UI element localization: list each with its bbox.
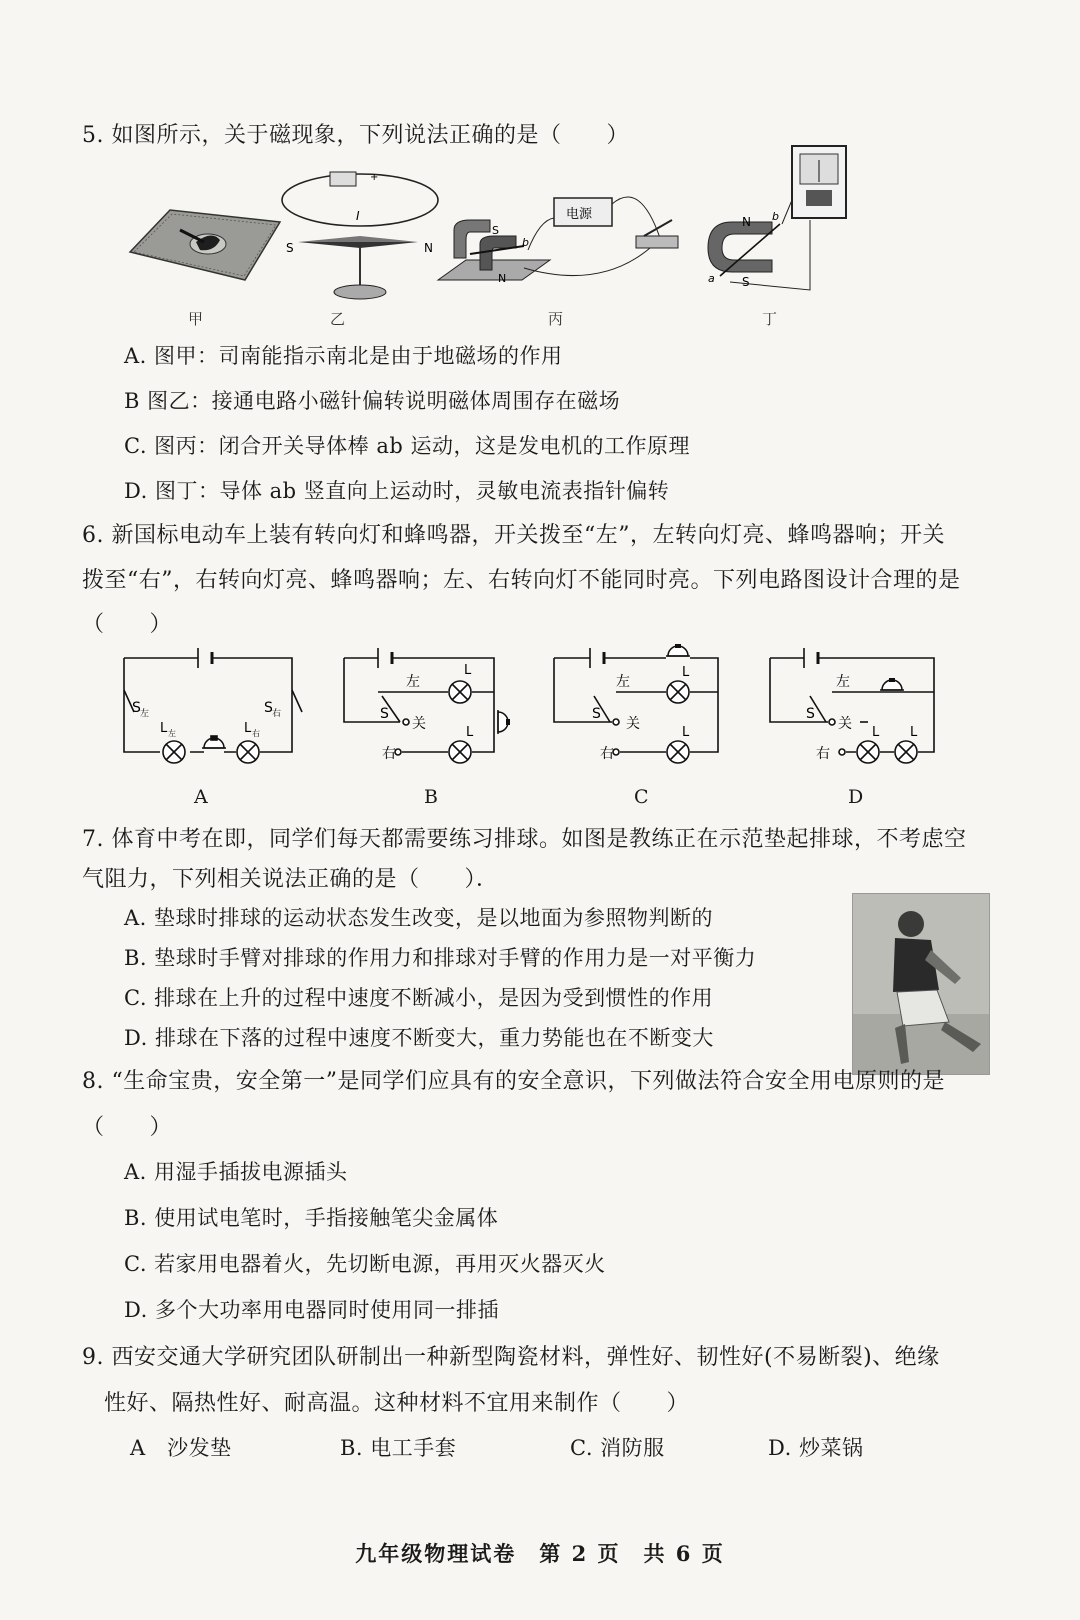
q8-stem-line1: 8. “生命宝贵，安全第一”是同学们应具有的安全意识，下列做法符合安全用电原则的是 (82, 1069, 945, 1094)
svg-text:N: N (742, 215, 751, 229)
q9-option-d: D. 炒菜锅 (768, 1436, 864, 1460)
svg-text:N: N (498, 272, 507, 285)
q5-option-a: A. 图甲：司南能指示南北是由于地磁场的作用 (124, 344, 563, 368)
q7-option-b: B. 垫球时手臂对排球的作用力和排球对手臂的作用力是一对平衡力 (124, 946, 757, 970)
q5-option-d: D. 图丁：导体 ab 竖直向上运动时，灵敏电流表指针偏转 (124, 479, 670, 503)
svg-text:N: N (424, 241, 433, 255)
fig-label-bing: 丙 (548, 310, 564, 328)
q6-stem-line2: 拨至“右”，右转向灯亮、蜂鸣器响；左、右转向灯不能同时亮。下列电路图设计合理的是 (82, 568, 961, 593)
q6-stem-line1: 6. 新国标电动车上装有转向灯和蜂鸣器，开关拨至“左”，左转向灯亮、蜂鸣器响；开关 (82, 523, 945, 548)
svg-text:S: S (132, 700, 141, 716)
fig-label-yi: 乙 (330, 310, 346, 328)
svg-text:S: S (592, 706, 601, 722)
q6-circuits (116, 640, 986, 780)
q9-option-a: A 沙发垫 (130, 1436, 232, 1460)
svg-text:S: S (380, 706, 389, 722)
q8-stem-line2: （ ） (82, 1115, 173, 1140)
svg-text:S: S (806, 706, 815, 722)
svg-text:a: a (708, 272, 715, 285)
q6-stem-line3: （ ） (82, 612, 173, 637)
svg-text:b: b (772, 210, 779, 223)
svg-text:L: L (466, 725, 474, 740)
svg-text:+: + (370, 172, 379, 183)
oersted-figure (282, 172, 438, 299)
q8-option-a: A. 用湿手插拔电源插头 (124, 1160, 348, 1184)
svg-text:L: L (682, 665, 690, 680)
circuit-b (344, 648, 494, 763)
svg-text:关: 关 (626, 716, 640, 732)
q5-stem: 5. 如图所示，关于磁现象，下列说法正确的是（ ） (82, 123, 629, 148)
circuit-label-b: B (424, 786, 438, 808)
q8-option-d: D. 多个大功率用电器同时使用同一排插 (124, 1298, 499, 1322)
svg-text:L: L (872, 725, 880, 740)
circuit-label-a: A (194, 786, 208, 808)
q5-option-c: C. 图丙：闭合开关导体棒 ab 运动，这是发电机的工作原理 (124, 434, 690, 458)
svg-text:左: 左 (836, 674, 850, 690)
q8-option-c: C. 若家用电器着火，先切断电源，再用灭火器灭火 (124, 1252, 606, 1276)
volleyball-coach-photo (852, 893, 990, 1075)
svg-text:S: S (286, 241, 294, 255)
q9-stem-line1: 9. 西安交通大学研究团队研制出一种新型陶瓷材料，弹性好、韧性好(不易断裂)、绝缘 (82, 1345, 940, 1370)
circuit-label-c: C (634, 786, 649, 808)
circuit-label-d: D (848, 786, 864, 808)
svg-text:左: 左 (616, 674, 630, 690)
q9-stem-line2: 性好、隔热性好、耐高温。这种材料不宜用来制作（ ） (104, 1391, 690, 1416)
svg-text:L: L (244, 721, 252, 736)
q9-option-c: C. 消防服 (570, 1436, 665, 1460)
circuit-a (124, 648, 302, 763)
q5-figures (120, 140, 880, 330)
svg-text:S: S (492, 224, 499, 237)
svg-text:右: 右 (272, 709, 282, 719)
svg-text:右: 右 (600, 746, 614, 762)
svg-text:右: 右 (382, 746, 396, 762)
q7-option-a: A. 垫球时排球的运动状态发生改变，是以地面为参照物判断的 (124, 906, 714, 930)
sinan-compass-figure (130, 210, 280, 280)
page-footer: 九年级物理试卷 第 2 页 共 6 页 (355, 1541, 725, 1566)
svg-text:左: 左 (168, 729, 176, 738)
fig-label-jia: 甲 (188, 310, 204, 328)
fig-label-ding: 丁 (762, 310, 778, 328)
svg-text:右: 右 (816, 746, 830, 762)
svg-text:L: L (160, 721, 168, 736)
svg-text:左: 左 (140, 709, 150, 719)
circuit-c (554, 648, 718, 763)
svg-text:L: L (682, 725, 690, 740)
svg-text:S: S (742, 275, 750, 289)
svg-text:b: b (522, 236, 529, 249)
generator-figure (708, 146, 846, 290)
svg-text:关: 关 (838, 716, 852, 732)
svg-text:L: L (464, 663, 472, 678)
q9-option-b: B. 电工手套 (340, 1436, 457, 1460)
q7-stem-line2: 气阻力，下列相关说法正确的是（ ）． (82, 867, 499, 892)
q5-fig-i-label: I (356, 209, 360, 223)
q7-option-c: C. 排球在上升的过程中速度不断减小，是因为受到惯性的作用 (124, 986, 714, 1010)
q8-option-b: B. 使用试电笔时，手指接触笔尖金属体 (124, 1206, 499, 1230)
svg-text:右: 右 (252, 729, 260, 738)
q7-option-d: D. 排球在下落的过程中速度不断变大，重力势能也在不断变大 (124, 1026, 714, 1050)
svg-text:L: L (910, 725, 918, 740)
q5-option-b: B 图乙：接通电路小磁针偏转说明磁体周围存在磁场 (124, 389, 621, 413)
svg-text:电源: 电源 (566, 207, 593, 222)
motor-figure (438, 197, 678, 285)
svg-text:关: 关 (412, 716, 426, 732)
svg-text:左: 左 (406, 674, 420, 690)
svg-text:S: S (264, 700, 273, 716)
q7-stem-line1: 7. 体育中考在即，同学们每天都需要练习排球。如图是教练正在示范垫起排球，不考虑空 (82, 827, 967, 852)
